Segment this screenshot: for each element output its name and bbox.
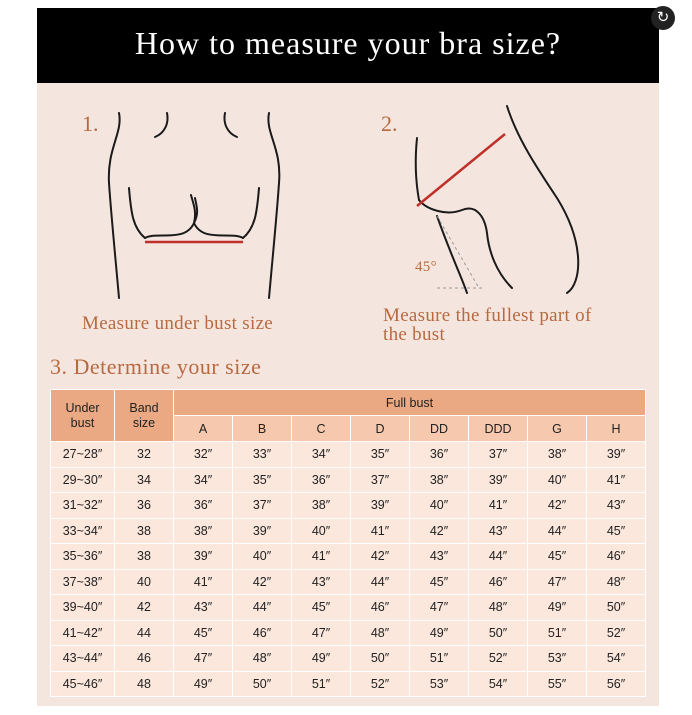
full-bust-cell: 53″ (528, 646, 587, 672)
full-bust-cell: 48″ (233, 646, 292, 672)
full-bust-cell: 44″ (351, 569, 410, 595)
full-bust-cell: 39″ (469, 467, 528, 493)
full-bust-cell: 50″ (351, 646, 410, 672)
full-bust-cell: 43″ (292, 569, 351, 595)
full-bust-cell: 35″ (351, 442, 410, 468)
full-bust-cell: 49″ (292, 646, 351, 672)
under-bust-cell: 45~46″ (51, 671, 115, 697)
under-bust-cell: 41~42″ (51, 620, 115, 646)
full-bust-cell: 38″ (410, 467, 469, 493)
full-bust-cell: 38″ (174, 518, 233, 544)
full-bust-cell: 40″ (292, 518, 351, 544)
full-bust-cell: 45″ (174, 620, 233, 646)
full-bust-cell: 45″ (587, 518, 646, 544)
table-row (51, 671, 646, 697)
table-row (51, 620, 646, 646)
full-bust-cell: 41″ (469, 493, 528, 519)
under-bust-cell: 43~44″ (51, 646, 115, 672)
step-1-caption: Measure under bust size (82, 313, 274, 334)
full-bust-cell: 40″ (233, 544, 292, 570)
full-bust-cell: 48″ (351, 620, 410, 646)
full-bust-cell: 44″ (469, 544, 528, 570)
full-bust-cell: 51″ (292, 671, 351, 697)
full-bust-cell: 32″ (174, 442, 233, 468)
full-bust-cell: 33″ (233, 442, 292, 468)
full-bust-cell: 42″ (410, 518, 469, 544)
full-bust-cell: 42″ (233, 569, 292, 595)
full-bust-cell: 34″ (292, 442, 351, 468)
under-bust-illustration (97, 103, 297, 303)
step-2-number: 2. (381, 111, 398, 136)
cup-header: B (233, 416, 292, 442)
size-chart-table (50, 389, 646, 697)
step-2-caption-line2: the bust (383, 324, 446, 345)
under-bust-cell: 33~34″ (51, 518, 115, 544)
cup-header: G (528, 416, 587, 442)
full-bust-cell: 38″ (528, 442, 587, 468)
under-bust-cell: 37~38″ (51, 569, 115, 595)
size-guide-panel (37, 8, 659, 706)
full-bust-cell: 39″ (351, 493, 410, 519)
cup-header: DD (410, 416, 469, 442)
header-bar (37, 8, 659, 83)
full-bust-cell: 35″ (233, 467, 292, 493)
full-bust-cell: 36″ (410, 442, 469, 468)
page-title: How to measure your bra size? (134, 25, 562, 61)
full-bust-cell: 43″ (469, 518, 528, 544)
band-size-cell: 34 (115, 467, 174, 493)
cup-header: H (587, 416, 646, 442)
full-bust-cell: 45″ (528, 544, 587, 570)
full-bust-cell: 51″ (528, 620, 587, 646)
full-bust-cell: 49″ (410, 620, 469, 646)
full-bust-cell: 40″ (528, 467, 587, 493)
table-row (51, 569, 646, 595)
table-row (51, 467, 646, 493)
under-bust-cell: 39~40″ (51, 595, 115, 621)
band-size-cell: 40 (115, 569, 174, 595)
band-size-cell: 32 (115, 442, 174, 468)
full-bust-cell: 34″ (174, 467, 233, 493)
band-size-cell: 44 (115, 620, 174, 646)
full-bust-cell: 45″ (292, 595, 351, 621)
full-bust-cell: 37″ (351, 467, 410, 493)
full-bust-cell: 48″ (587, 569, 646, 595)
full-bust-cell: 50″ (233, 671, 292, 697)
band-size-cell: 36 (115, 493, 174, 519)
full-bust-cell: 46″ (351, 595, 410, 621)
under-bust-cell: 31~32″ (51, 493, 115, 519)
cup-header: A (174, 416, 233, 442)
full-bust-cell: 47″ (528, 569, 587, 595)
full-bust-cell: 50″ (587, 595, 646, 621)
full-bust-cell: 55″ (528, 671, 587, 697)
under-bust-header: Under bust (51, 390, 115, 442)
table-row (51, 442, 646, 468)
full-bust-cell: 43″ (587, 493, 646, 519)
full-bust-cell: 37″ (233, 493, 292, 519)
full-bust-cell: 46″ (587, 544, 646, 570)
full-bust-cell: 54″ (469, 671, 528, 697)
full-bust-cell: 41″ (587, 467, 646, 493)
full-bust-cell: 36″ (174, 493, 233, 519)
full-bust-cell: 52″ (587, 620, 646, 646)
full-bust-cell: 39″ (174, 544, 233, 570)
full-bust-cell: 41″ (351, 518, 410, 544)
full-bust-cell: 47″ (292, 620, 351, 646)
full-bust-cell: 36″ (292, 467, 351, 493)
angle-label: 45° (415, 259, 437, 275)
full-bust-cell: 45″ (410, 569, 469, 595)
full-bust-cell: 47″ (410, 595, 469, 621)
step-2-caption-line1: Measure the fullest part of (383, 305, 592, 326)
under-bust-cell: 35~36″ (51, 544, 115, 570)
table-row (51, 493, 646, 519)
full-bust-cell: 54″ (587, 646, 646, 672)
full-bust-cell: 47″ (174, 646, 233, 672)
full-bust-cell: 42″ (351, 544, 410, 570)
cup-header: C (292, 416, 351, 442)
full-bust-cell: 48″ (469, 595, 528, 621)
band-size-cell: 46 (115, 646, 174, 672)
full-bust-cell: 40″ (410, 493, 469, 519)
full-bust-cell: 43″ (410, 544, 469, 570)
under-bust-cell: 29~30″ (51, 467, 115, 493)
cup-header: DDD (469, 416, 528, 442)
band-size-cell: 38 (115, 544, 174, 570)
full-bust-cell: 42″ (528, 493, 587, 519)
cup-header: D (351, 416, 410, 442)
full-bust-cell: 51″ (410, 646, 469, 672)
full-bust-cell: 43″ (174, 595, 233, 621)
full-bust-cell: 49″ (174, 671, 233, 697)
full-bust-cell: 44″ (528, 518, 587, 544)
full-bust-cell: 52″ (351, 671, 410, 697)
table-row (51, 518, 646, 544)
full-bust-cell: 41″ (174, 569, 233, 595)
under-bust-cell: 27~28″ (51, 442, 115, 468)
full-bust-cell: 46″ (233, 620, 292, 646)
full-bust-cell: 50″ (469, 620, 528, 646)
full-bust-header: Full bust (174, 390, 646, 416)
table-row (51, 646, 646, 672)
table-row (51, 595, 646, 621)
full-bust-cell: 46″ (469, 569, 528, 595)
full-bust-cell: 53″ (410, 671, 469, 697)
band-size-header: Band size (115, 390, 174, 442)
full-bust-cell: 39″ (233, 518, 292, 544)
full-bust-cell: 39″ (587, 442, 646, 468)
full-bust-cell: 49″ (528, 595, 587, 621)
full-bust-cell: 44″ (233, 595, 292, 621)
full-bust-cell: 52″ (469, 646, 528, 672)
band-size-cell: 48 (115, 671, 174, 697)
table-row (51, 544, 646, 570)
full-bust-cell: 37″ (469, 442, 528, 468)
step-3-title: 3. Determine your size (50, 354, 262, 379)
full-bust-cell: 56″ (587, 671, 646, 697)
full-bust-cell: 41″ (292, 544, 351, 570)
band-size-cell: 42 (115, 595, 174, 621)
full-bust-cell: 38″ (292, 493, 351, 519)
band-size-cell: 38 (115, 518, 174, 544)
step-1-number: 1. (82, 111, 99, 136)
refresh-icon[interactable]: ↻ (651, 6, 675, 30)
